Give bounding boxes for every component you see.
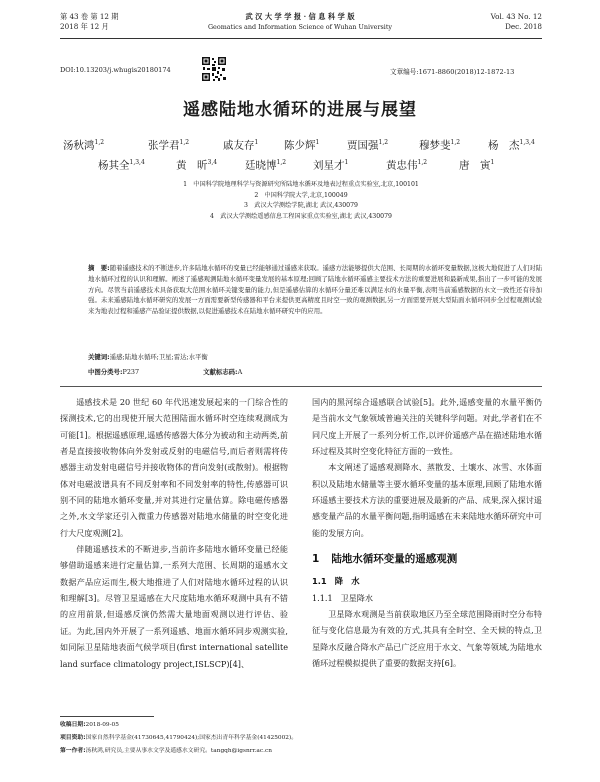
volume-cn: 第 43 卷 第 12 期 xyxy=(60,12,119,21)
doc-code-value: A xyxy=(237,368,243,376)
author-list xyxy=(60,136,542,176)
keywords-label: 关键词: xyxy=(88,353,110,361)
doc-code-label: 文献标志码: xyxy=(203,368,238,376)
author: 廷晓博$^{1,2}$ xyxy=(245,159,287,172)
volume-en: Vol. 43 No. 12 xyxy=(490,12,542,21)
subsection-heading: 1.1 降 水 xyxy=(312,576,360,587)
affiliation: 4 武汉大学测绘遥感信息工程国家重点实验室,湖北 武汉,430079 xyxy=(210,212,392,220)
paper-title: 遥感陆地水循环的进展与展望 xyxy=(183,100,417,120)
affiliation: 1 中国科学院地理科学与资源研究所陆地水循环及地表过程重点实验室,北京,100101 xyxy=(183,181,419,188)
paragraph: 卫星降水观测是当前获取地区乃至全球范围降雨时空分布特征与变化信息最为有效的方式,其具有全时空、全天候的特点,卫星降水反融合降水产品已广泛应用于水文、气象等领域,为陆地水循环过程模拟提供了重要的数据支持[6]。 xyxy=(312,609,542,669)
author: 陈少辉$^1$ xyxy=(284,139,320,152)
journal-en: Geomatics and Information Science of Wuhan University xyxy=(207,23,393,31)
body-left-column xyxy=(60,394,288,710)
date-cn: 2018 年 12 月 xyxy=(60,22,109,31)
author: 杨其全$^{1,3,4}$ xyxy=(98,159,145,172)
qr-code-icon xyxy=(201,56,227,82)
author: 张学君$^{1,2}$ xyxy=(148,139,190,152)
keywords-text: 遥感;陆地水循环;卫星;雷达;水平衡 xyxy=(109,353,208,361)
paragraph: 遥感技术是 20 世纪 60 年代迅速发展起来的一门综合性的探测技术,它的出现使开展大范围陆面水循环时空连续观测成为可能[1]。根据遥感原理,遥感传感器大体分为被动和主动两类,前者是直接接收物体向外发射或反射的电磁信号,而后者则需将传感器主动发射电磁信号并接收物体的背向发射(或散射)。根据物体对电磁波谱具有不同反射率和不同发射率的特性,传感器可识别不同的陆地水循环变量,并对其进行定量估算。除电磁传感器之外,水文学家还引入微重力传感器对陆地水储量的时空变化进行大尺度观测[2]。 xyxy=(60,397,288,538)
author: 唐 寅$^1$ xyxy=(459,159,495,172)
doi: DOI:10.13203/j.whugis20180174 xyxy=(60,66,171,74)
author: 戚友存$^1$ xyxy=(223,139,259,152)
affiliations xyxy=(60,180,542,222)
header-center xyxy=(150,12,450,32)
section-heading: 1 陆地水循环变量的遥感观测 xyxy=(312,553,458,566)
keywords xyxy=(88,352,208,361)
body-right-column xyxy=(312,394,542,716)
footnote-rule xyxy=(60,716,154,717)
footnote-received: 收稿日期:2018-09-05 xyxy=(60,722,119,728)
abstract-separator xyxy=(60,386,542,387)
author: 杨 杰$^{1,3,4}$ xyxy=(488,139,535,152)
subsubsection-heading: 1.1.1 卫星降水 xyxy=(312,592,373,603)
affiliation: 3 武汉大学测绘学院,湖北 武汉,430079 xyxy=(244,202,358,209)
author: 汤秋鸿$^{1,2}$ xyxy=(63,139,105,152)
abstract-text: 随着遥感技术的不断进步,许多陆地水循环的变量已经能够通过遥感来获取。遥感方法能够提供大范围、长周期的水循环变量数据,这极大地促进了人们对陆地水循环过程的认识和理解。阐述了遥感观测陆地水循环变量发展的基本原理;回顾了陆地水循环遥感主要技术方法的重要进展和最新成果,指出了一步可能的发展方向。尽管当前遥感技术具备获取大范围水循环关键变量的能力,但是遥感估算的水循环分量还难以满足水的水量平衡,表明当前遥感数据的水文一致性还有待加强。未来遥感陆地水循环研究的发展一方面需要新型传感器和平台来提供更高精度且时空一致的观测数据,另一方面需要开展大型陆面水循环同步全过程观测试验来为地表过程和遥感产品验证提供数据,以促进遥感技术在陆地水循环研究中的应用。 xyxy=(88,264,542,316)
footnote-first-author: 第一作者:汤秋鸿,研究员,主要从事水文学及遥感水文研究。tangqh@igsnrr.ac.cn xyxy=(60,748,272,754)
author: 贾国强$^{1,2}$ xyxy=(347,139,389,152)
paragraph: 国内的黑河综合遥感联合试验[5]。此外,遥感变量的水量平衡仍是当前水文气象领域普遍关注的关键科学问题。对此,学者们在不同尺度上开展了一系列分析工作,以评价遥感产品在描述陆地水循环过程及其时空变化特征方面的一致性。 xyxy=(312,397,542,457)
abstract-label: 摘 要: xyxy=(88,264,110,272)
author: 穆梦斐$^{1,2}$ xyxy=(419,139,461,152)
classification xyxy=(88,367,242,376)
article-number: 文章编号:1671-8860(2018)12-1872-13 xyxy=(390,68,515,76)
header-right xyxy=(442,12,542,32)
footnote-funding: 项目资助:国家自然科学基金(41730645,41790424);国家杰出青年科学基金(41425002)。 xyxy=(60,735,298,741)
paragraph: 本文阐述了遥感观测降水、蒸散发、土壤水、冰雪、水体面积以及陆地水储量等主要水循环变量的基本原理,回顾了陆地水循环遥感主要技术方法的重要进展及最新的产品、成果,深入探讨遥感变量产品的水量平衡问题,指明遥感在未来陆地水循环研究中可能的发展方向。 xyxy=(312,462,542,538)
paragraph: 伴随遥感技术的不断进步,当前许多陆地水循环变量已经能够借助遥感来进行定量估算,一系列大范围、长周期的遥感水文数据产品应运而生,极大地推进了人们对陆地水循环过程的认识和理解[3]。尽管卫星遥感在大尺度陆地水循环观测中具有不错的应用前景,但遥感反演仍然需大量地面观测以进行评估、验证。为此,国内外开展了一系列遥感、地面水循环同步观测实验,如同际卫星陆地表面气候学项目(first international satellite land surface climatology project,ISLSCP)[4]、 xyxy=(60,544,288,669)
header-left xyxy=(60,12,118,32)
clc-value: P237 xyxy=(122,368,140,376)
clc-label: 中图分类号: xyxy=(88,368,123,376)
author: 黄忠伟$^{1,2}$ xyxy=(386,159,428,172)
author: 刘星才$^1$ xyxy=(313,159,349,172)
author: 黄 昕$^{3,4}$ xyxy=(176,159,218,172)
abstract xyxy=(88,263,542,317)
header-rule xyxy=(60,38,542,39)
journal-cn: 武 汉 大 学 学 报 · 信 息 科 学 版 xyxy=(245,12,355,21)
date-en: Dec. 2018 xyxy=(505,22,542,31)
affiliation: 2 中国科学院大学,北京,100049 xyxy=(254,191,348,199)
